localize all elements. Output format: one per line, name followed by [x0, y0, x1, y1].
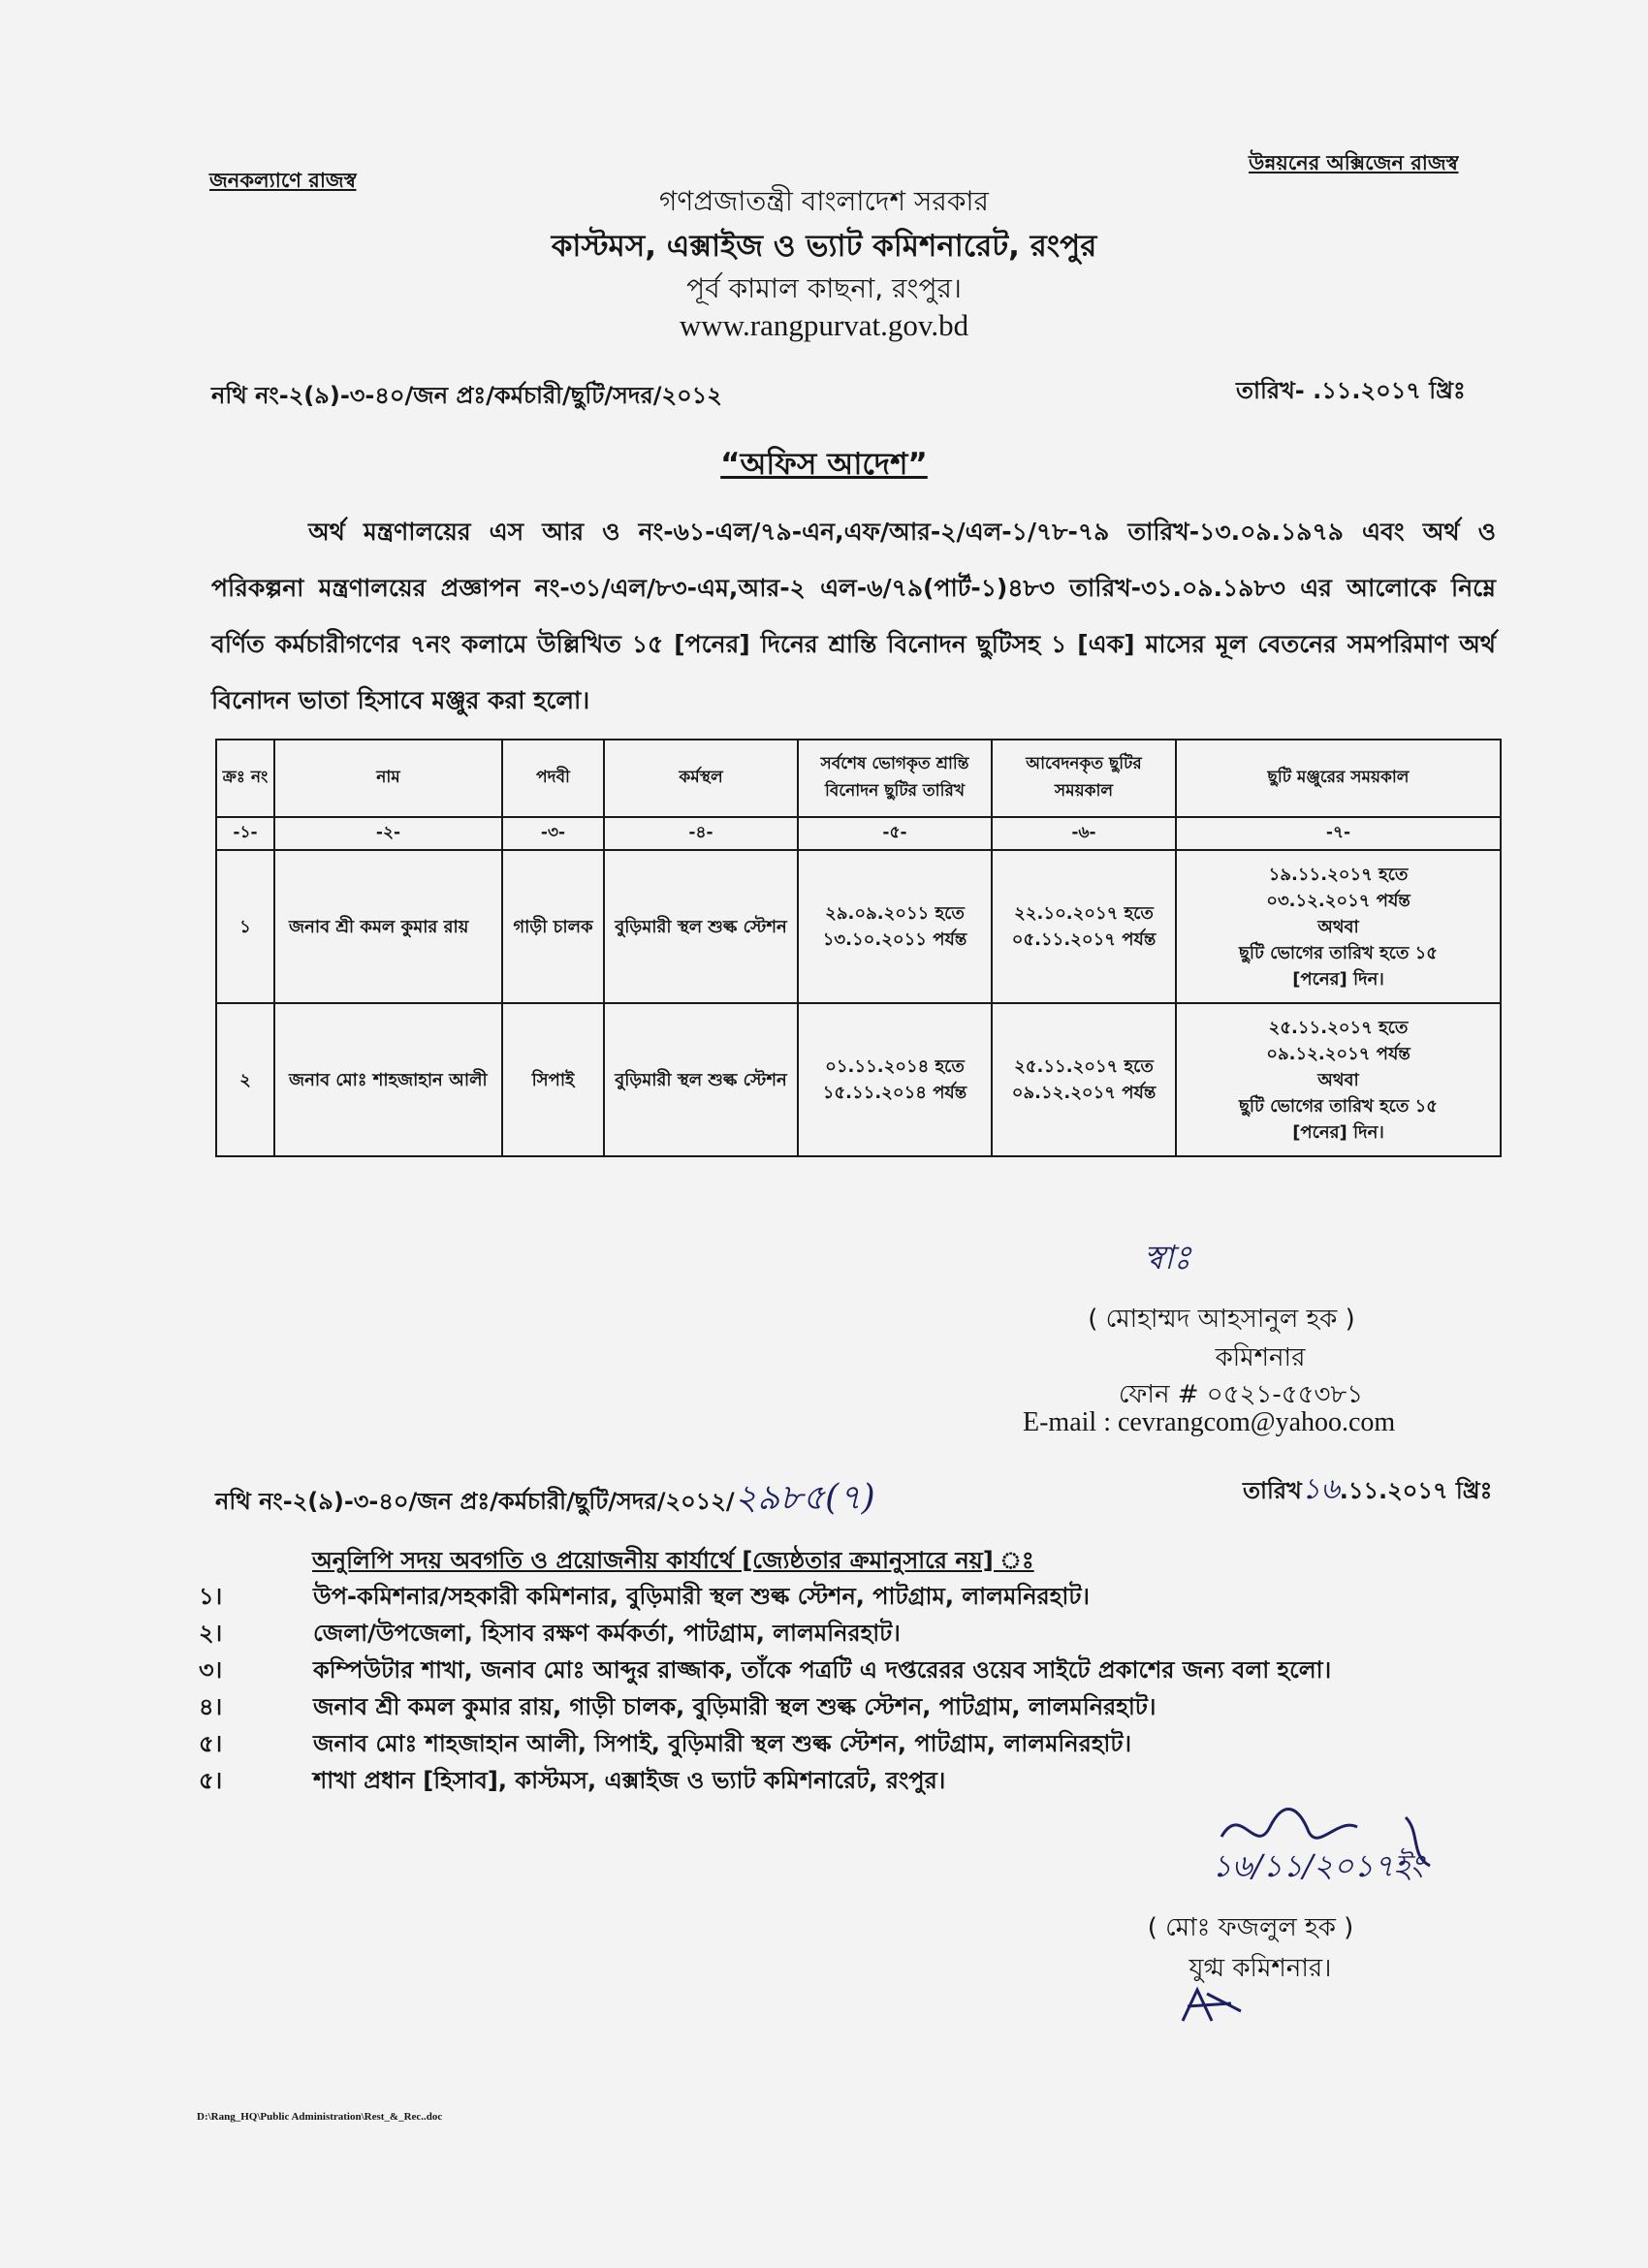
row-designation: সিপাই [502, 1003, 604, 1156]
sanction-from: ১৯.১১.২০১৭ হতে [1268, 864, 1409, 885]
table-row [216, 850, 1501, 1003]
copy-reference-number: নথি নং-২(৯)-৩-৪০/জন প্রঃ/কর্মচারী/ছুটি/সদর/২০১২/ [215, 1488, 735, 1515]
copy-heading: অনুলিপি সদয় অবগতি ও প্রয়োজনীয় কার্যার্থে [জ্যেষ্ঠতার ক্রমানুসারে নয়] ঃ [312, 1547, 1034, 1574]
header-serial: ক্রঃ নং [216, 740, 274, 817]
row-sanction [1176, 1003, 1501, 1156]
column-number: -৩- [502, 817, 604, 850]
row-serial: ২ [216, 1003, 274, 1156]
row-workplace: বুড়িমারী স্থল শুল্ক স্টেশন [604, 1003, 798, 1156]
row-name: জনাব মোঃ শাহজাহান আলী [274, 1003, 502, 1156]
initials-mark [1173, 1982, 1251, 2031]
file-path: D:\Rang_HQ\Public Administration\Rest_&_Rec..doc [197, 2111, 443, 2123]
sanction-or: অথবা [1317, 1069, 1359, 1090]
copy-reference-handwritten: ২৯৮৫(৭) [734, 1478, 875, 1518]
column-number: -৪- [604, 817, 798, 850]
signatory1-email: E-mail : cevrangcom@yahoo.com [1023, 1407, 1396, 1437]
sanction-alt: ছুটি ভোগের তারিখ হতে ১৫ [1239, 1095, 1438, 1117]
copy-list [199, 1580, 1498, 1801]
order-paragraph: অর্থ মন্ত্রণালয়ের এস আর ও নং-৬১-এল/৭৯-এন,এফ/আর-২/এল-১/৭৮-৭৯ তারিখ-১৩.০৯.১৯৭৯ এবং অর্থ ও পরিকল্পনা মন্ত্রণালয়ের প্রজ্ঞাপন নং-৩১/এল/৮৩-এম,আর-২ এল-৬/৭৯(পার্ট-১)৪৮৩ তারিখ-৩১.০৯.১৯৮৩ এর আলোকে নিম্নে বর্ণিত কর্মচারীগণের ৭নং কলামে উল্লিখিত ১৫ [পনের] দিনের শ্রান্তি বিনোদন ছুটিসহ ১ [এক] মাসের মূল বেতনের সমপরিমাণ অর্থ বিনোদন ভাতা হিসাবে মঞ্জুর করা হলো। [211, 518, 1496, 714]
row-name: জনাব শ্রী কমল কুমার রায় [274, 850, 502, 1003]
last-leave-from: ২৯.০৯.২০১১ হতে [825, 903, 965, 924]
header-last-leave: সর্বশেষ ভোগকৃত শ্রান্তি বিনোদন ছুটির তারিখ [798, 740, 992, 817]
column-number: -৭- [1176, 817, 1501, 850]
header-designation: পদবী [502, 740, 604, 817]
table-header-row [216, 740, 1501, 817]
column-number: -৬- [992, 817, 1176, 850]
column-number: -২- [274, 817, 502, 850]
copy-date [1243, 1465, 1492, 1515]
reference-date: তারিখ- .১১.২০১৭ খ্রিঃ [1236, 377, 1466, 404]
reference-number: নথি নং-২(৯)-৩-৪০/জন প্রঃ/কর্মচারী/ছুটি/সদর/২০১২ [211, 382, 722, 409]
list-item [199, 1764, 1498, 1801]
table-row [216, 1003, 1501, 1156]
list-item-number: ১। [199, 1583, 223, 1610]
signatory1-name: ( মোহাম্মদ আহসানুল হক ) [1088, 1305, 1355, 1334]
list-item-text: উপ-কমিশনার/সহকারী কমিশনার, বুড়িমারী স্থল শুল্ক স্টেশন, পাটগ্রাম, লালমনিরহাট। [313, 1583, 1090, 1610]
sanction-alt: ছুটি ভোগের তারিখ হতে ১৫ [1239, 942, 1438, 963]
list-item-number: ২। [199, 1620, 223, 1647]
slogan-right: উন্নয়নের অক্সিজেন রাজস্ব [1249, 151, 1459, 174]
row-applied [992, 850, 1176, 1003]
applied-to: ০৫.১১.২০১৭ পর্যন্ত [1011, 929, 1157, 950]
slogan-left: জনকল্যাণে রাজস্ব [209, 169, 357, 192]
applied-from: ২৫.১১.২০১৭ হতে [1014, 1056, 1154, 1077]
row-applied [992, 1003, 1176, 1156]
sanction-to: ০৩.১২.২০১৭ পর্যন্ত [1266, 890, 1410, 911]
table-column-number-row [216, 817, 1501, 850]
sanction-alt-days: [পনের] দিন। [1292, 1121, 1384, 1143]
row-serial: ১ [216, 850, 274, 1003]
header-workplace: কর্মস্থল [604, 740, 798, 817]
signature-date: ১৬/১১/২০১৭ইং [1212, 1847, 1424, 1884]
signatory1-phone: ফোন # ০৫২১-৫৫৩৮১ [1118, 1380, 1364, 1409]
list-item-text: জনাব মোঃ শাহজাহান আলী, সিপাই, বুড়িমারী স্থল শুল্ক স্টেশন, পাটগ্রাম, লালমনিরহাট। [313, 1730, 1132, 1757]
list-item [199, 1690, 1498, 1727]
signatory1-title: কমিশনার [1215, 1343, 1306, 1372]
copy-date-handwritten: ১৬ [1301, 1472, 1340, 1506]
header-name: নাম [274, 740, 502, 817]
office-title: কাস্টমস, এক্সাইজ ও ভ্যাট কমিশনারেট, রংপুর [551, 229, 1097, 264]
last-leave-to: ১৩.১০.২০১১ পর্যন্ত [822, 929, 967, 950]
applied-from: ২২.১০.২০১৭ হতে [1014, 903, 1154, 924]
header-sanction-period: ছুটি মঞ্জুরের সময়কাল [1176, 740, 1501, 817]
list-item-number: ৩। [199, 1656, 223, 1684]
list-item-number: ৫। [199, 1767, 223, 1794]
signatory2-name: ( মোঃ ফজলুল হক ) [1147, 1913, 1354, 1942]
sanction-from: ২৫.১১.২০১৭ হতে [1268, 1017, 1409, 1038]
order-title-text: “অফিস আদেশ” [720, 447, 928, 482]
sanction-to: ০৯.১২.২০১৭ পর্যন্ত [1266, 1043, 1410, 1064]
list-item [199, 1727, 1498, 1764]
list-item-text: শাখা প্রধান [হিসাব], কাস্টমস, এক্সাইজ ও ভ্যাট কমিশনারেট, রংপুর। [313, 1767, 946, 1794]
row-last-leave [798, 850, 992, 1003]
last-leave-from: ০১.১১.২০১৪ হতে [825, 1056, 965, 1077]
sanction-or: অথবা [1317, 916, 1359, 937]
signature-mark: স্বাঃ [1144, 1239, 1191, 1277]
list-item-number: ৪। [199, 1693, 223, 1720]
order-title [0, 441, 1648, 491]
column-number: -১- [216, 817, 274, 850]
column-number: -৫- [798, 817, 992, 850]
list-item-text: কম্পিউটার শাখা, জনাব মোঃ আব্দুর রাজ্জাক, তাঁকে পত্রটি এ দপ্তরেরর ওয়েব সাইটে প্রকাশের জন্য বলা হলো। [313, 1656, 1332, 1684]
government-title: গণপ্রজাতন্ত্রী বাংলাদেশ সরকার [659, 185, 989, 217]
office-address: পূর্ব কামাল কাছনা, রংপুর। [686, 272, 962, 304]
list-item [199, 1617, 1498, 1654]
sanction-alt-days: [পনের] দিন। [1292, 968, 1384, 990]
copy-date-prefix: তারিখ [1243, 1477, 1302, 1504]
signatory2-title: যুগ্ম কমিশনার। [1188, 1954, 1332, 1983]
list-item-number: ৫। [199, 1730, 223, 1757]
last-leave-to: ১৫.১১.২০১৪ পর্যন্ত [822, 1083, 967, 1103]
leave-table [215, 739, 1502, 1157]
office-website: www.rangpurvat.gov.bd [679, 308, 969, 342]
row-workplace: বুড়িমারী স্থল শুল্ক স্টেশন [604, 850, 798, 1003]
list-item-text: জেলা/উপজেলা, হিসাব রক্ষণ কর্মকর্তা, পাটগ্রাম, লালমনিরহাট। [313, 1620, 901, 1647]
copy-date-suffix: .১১.২০১৭ খ্রিঃ [1339, 1477, 1493, 1504]
row-designation: গাড়ী চালক [502, 850, 604, 1003]
row-sanction [1176, 850, 1501, 1003]
copy-reference [215, 1471, 875, 1529]
list-item [199, 1654, 1498, 1690]
applied-to: ০৯.১২.২০১৭ পর্যন্ত [1011, 1083, 1157, 1103]
row-last-leave [798, 1003, 992, 1156]
list-item [199, 1580, 1498, 1617]
list-item-text: জনাব শ্রী কমল কুমার রায়, গাড়ী চালক, বুড়িমারী স্থল শুল্ক স্টেশন, পাটগ্রাম, লালমনিরহাট। [313, 1693, 1157, 1720]
header-applied-period: আবেদনকৃত ছুটির সময়কাল [992, 740, 1176, 817]
